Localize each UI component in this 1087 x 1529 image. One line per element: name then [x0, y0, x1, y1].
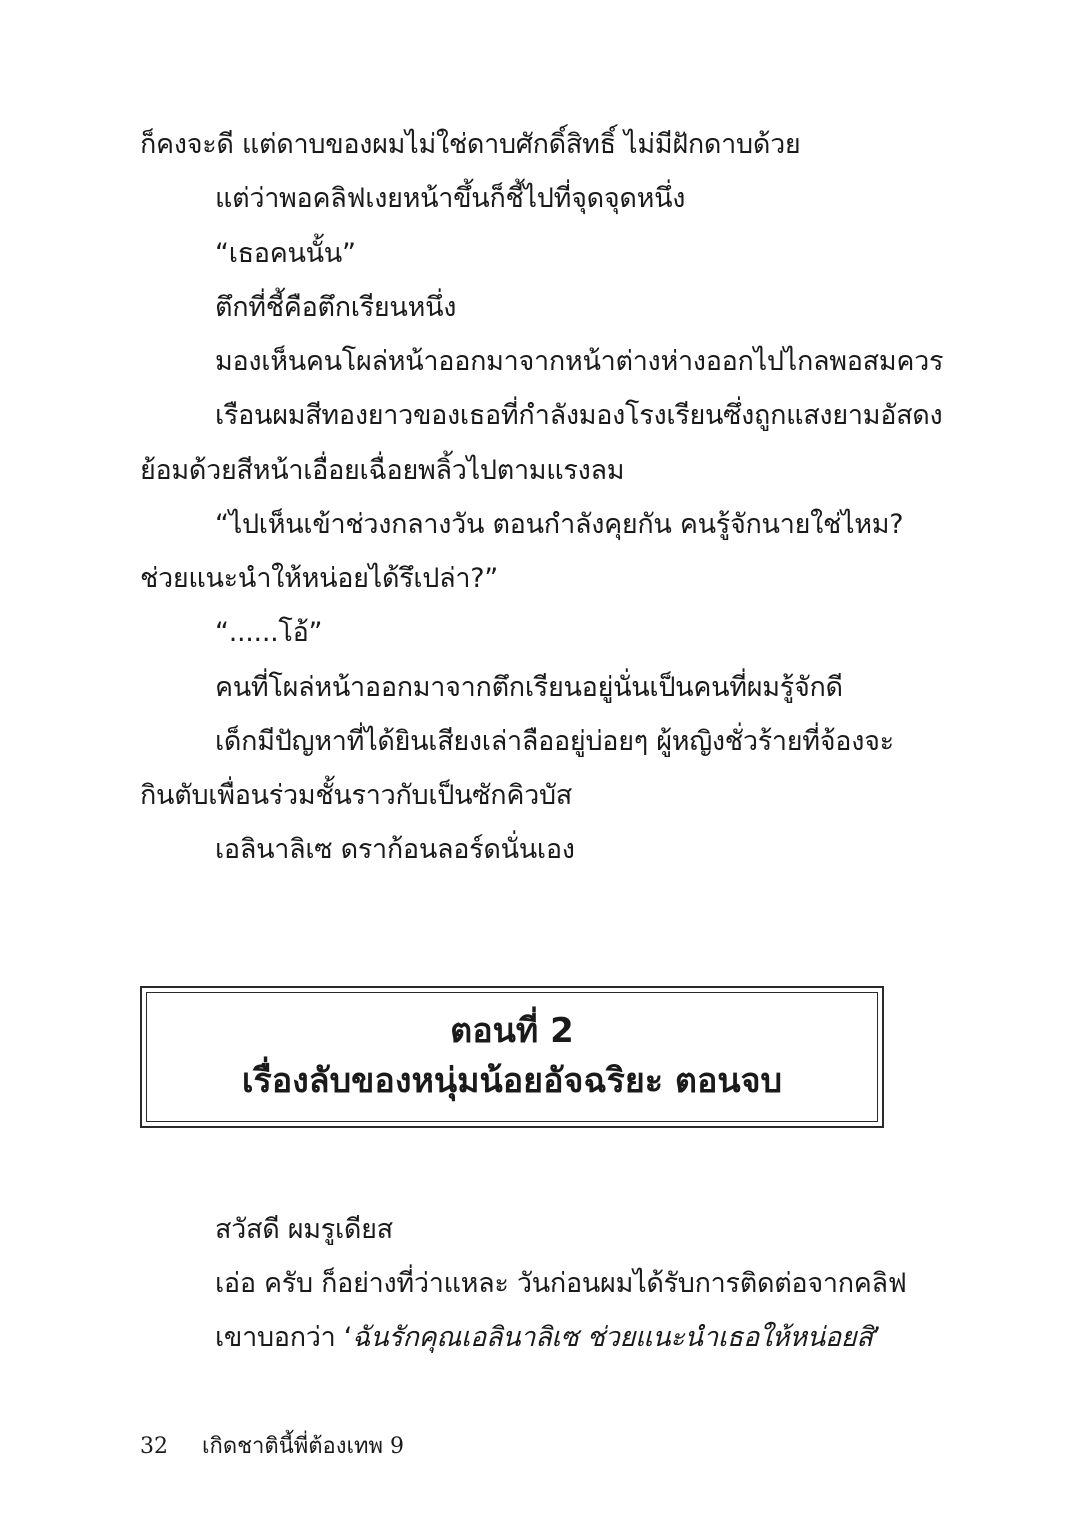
chapter-title: เรื่องลับของหนุ่มน้อยอัจฉริยะ ตอนจบ [241, 1061, 783, 1101]
body-line: ช่วยแนะนำให้หน่อยได้รึเปล่า?” [140, 563, 498, 594]
book-title: เกิดชาตินี้พี่ต้องเทพ 9 [202, 1434, 404, 1459]
body-line: กินตับเพื่อนร่วมชั้นราวกับเป็นซักคิวบัส [140, 780, 572, 811]
quote-text: ฉันรักคุณเอลินาลิเซ ช่วยแนะนำเธอให้หน่อยสิ [352, 1322, 873, 1353]
body-line: ย้อมด้วยสีหน้าเอื่อยเฉื่อยพลิ้วไปตามแรงลม [140, 455, 625, 486]
body-line: มองเห็นคนโผล่หน้าออกมาจากหน้าต่างห่างออกไปไกลพอสมควร [215, 346, 944, 377]
body-line: เอ่อ ครับ ก็อย่างที่ว่าแหละ วันก่อนผมได้รับการติดต่อจากคลิฟ [215, 1268, 907, 1299]
body-line: สวัสดี ผมรูเดียส [215, 1214, 393, 1245]
body-line: “เธอคนนั้น” [215, 238, 356, 269]
body-line: เอลินาลิเซ ดราก้อนลอร์ดนั่นเอง [215, 834, 575, 865]
body-line: เด็กมีปัญหาที่ได้ยินเสียงเล่าลืออยู่บ่อยๆ ผู้หญิงชั่วร้ายที่จ้องจะ [215, 726, 894, 757]
body-line: “......โอ้” [215, 617, 323, 648]
body-line: แต่ว่าพอคลิฟเงยหน้าขึ้นก็ชี้ไปที่จุดจุดหนึ่ง [215, 183, 686, 214]
chapter-heading-box [140, 986, 884, 1128]
body-line: ก็คงจะดี แต่ดาบของผมไม่ใช่ดาบศักดิ์สิทธิ์ ไม่มีฝักดาบด้วย [140, 129, 801, 160]
page-number: 32 [140, 1434, 168, 1459]
body-line: คนที่โผล่หน้าออกมาจากตึกเรียนอยู่นั่นเป็นคนที่ผมรู้จักดี [215, 672, 843, 703]
body-line: “ไปเห็นเข้าช่วงกลางวัน ตอนกำลังคุยกัน คนรู้จักนายใช่ไหม? [215, 509, 904, 540]
chapter-number: ตอนที่ 2 [450, 1011, 574, 1051]
body-line: เรือนผมสีทองยาวของเธอที่กำลังมองโรงเรียนซึ่งถูกแสงยามอัสดง [215, 400, 943, 431]
quote-suffix: ’ [872, 1322, 881, 1353]
body-line: ตึกที่ชี้คือตึกเรียนหนึ่ง [215, 292, 457, 323]
quote-prefix: เขาบอกว่า ‘ [215, 1322, 353, 1353]
body-line-quote [215, 1321, 881, 1355]
